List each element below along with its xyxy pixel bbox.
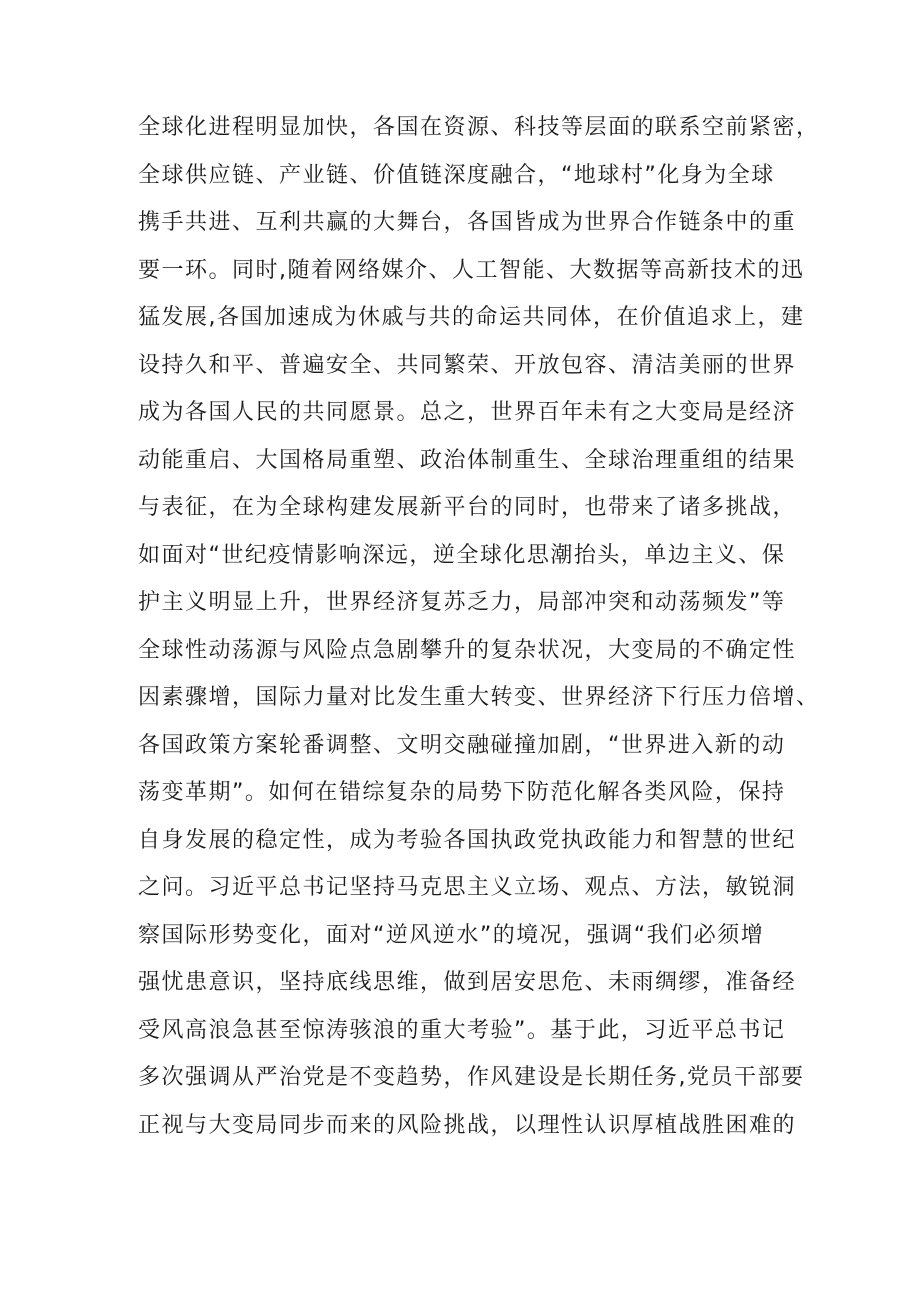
text-line: 成为各国人民的共同愿景。总之，世界百年未有之大变局是经济 bbox=[138, 400, 797, 425]
text-line: 如面对“世纪疫情影响深远，逆全球化思潮抬头，单边主义、保 bbox=[138, 542, 786, 568]
text-line: 设持久和平、普遍安全、共同繁荣、开放包容、清洁美丽的世界 bbox=[138, 352, 797, 378]
text-line: 受风高浪急甚至惊涛骇浪的重大考验”。基于此，习近平总书记 bbox=[138, 1017, 786, 1043]
text-line: 全球性动荡源与风险点急剧攀升的复杂状况，大变局的不确定性 bbox=[138, 637, 797, 663]
text-line: 因素骤增，国际力量对比发生重大转变、世界经济下行压力倍增、 bbox=[138, 685, 820, 710]
text-line: 各国政策方案轮番调整、文明交融碰撞加剧，“世界进入新的动 bbox=[138, 732, 786, 758]
text-line: 猛发展,各国加速成为休戚与共的命运共同体，在价值追求上，建 bbox=[138, 305, 805, 330]
text-line: 强忧患意识，坚持底线思维，做到居安思危、未雨绸缪，准备经 bbox=[138, 970, 797, 995]
text-line: 要一环。同时,随着网络媒介、人工智能、大数据等高新技术的迅 bbox=[138, 257, 805, 283]
text-line: 携手共进、互利共赢的大舞台，各国皆成为世界合作链条中的重 bbox=[138, 210, 797, 235]
text-line: 之问。习近平总书记坚持马克思主义立场、观点、方法，敏锐洞 bbox=[138, 875, 797, 900]
text-line: 动能重启、大国格局重塑、政治体制重生、全球治理重组的结果 bbox=[138, 447, 797, 473]
body-text bbox=[138, 104, 820, 1149]
text-line: 察国际形势变化，面对“逆风逆水”的境况，强调“我们必须增 bbox=[138, 922, 765, 948]
text-line: 全球化进程明显加快，各国在资源、科技等层面的联系空前紧密， bbox=[138, 115, 820, 140]
text-line: 护主义明显上升，世界经济复苏乏力，局部冲突和动荡频发”等 bbox=[138, 590, 786, 615]
text-line: 荡变革期”。如何在错综复杂的局势下防范化解各类风险，保持 bbox=[138, 780, 786, 805]
text-line: 与表征，在为全球构建发展新平台的同时，也带来了诸多挑战， bbox=[138, 495, 797, 520]
text-line: 正视与大变局同步而来的风险挑战，以理性认识厚植战胜困难的 bbox=[138, 1112, 797, 1138]
text-line: 全球供应链、产业链、价值链深度融合，“地球村”化身为全球 bbox=[138, 162, 775, 188]
text-line: 多次强调从严治党是不变趋势，作风建设是长期任务,党员干部要 bbox=[138, 1065, 805, 1090]
text-line: 自身发展的稳定性，成为考验各国执政党执政能力和智慧的世纪 bbox=[138, 827, 797, 853]
